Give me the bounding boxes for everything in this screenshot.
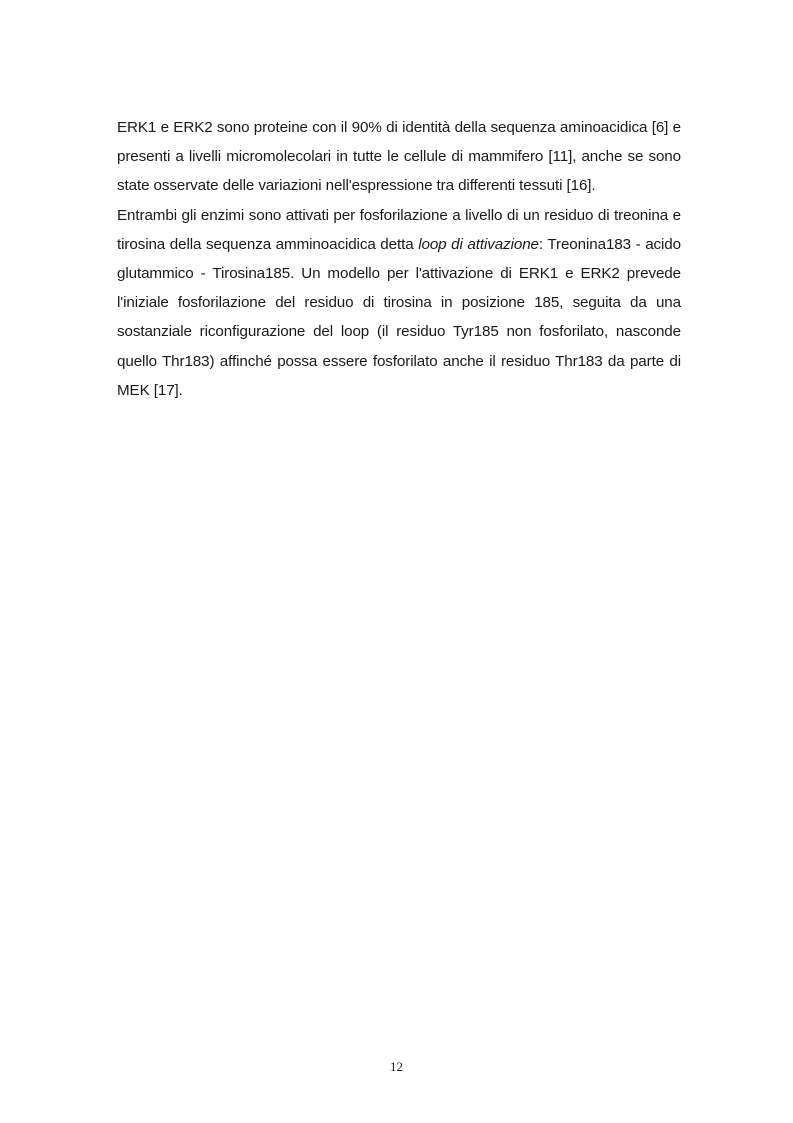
page-number: 12	[390, 1059, 403, 1074]
italic-term-loop-di-attivazione: loop di attivazione	[418, 235, 539, 253]
paragraph-text-after-italic: : Treonina183 - acido glutammico - Tirosina185. Un modello per l'attivazione di ERK1 e ERK2 prevede l'iniziale fosforilazione del residuo di tirosina in posizione 185, seguita da una sostanziale riconfigurazione del loop (il residuo Tyr185 non fosforilato, nasconde quello Thr183) affinché possa essere fosforilato anche il residuo Thr183 da parte di MEK [17].	[117, 235, 682, 399]
paragraph-text-before-italic: Entrambi gli enzimi sono attivati per fosforilazione a livello di un residuo di treonina e tirosina della sequenza amminoacidica detta	[117, 206, 681, 253]
paragraph-erk-identity: ERK1 e ERK2 sono proteine con il 90% di identità della sequenza aminoacidica [6] e presenti a livelli micromolecolari in tutte le cellule di mammifero [11], anche se sono state osservate delle variazioni nell'espressione tra differenti tessuti [16].	[117, 119, 681, 195]
paragraph-activation-loop	[117, 201, 681, 405]
body-text	[117, 113, 681, 405]
